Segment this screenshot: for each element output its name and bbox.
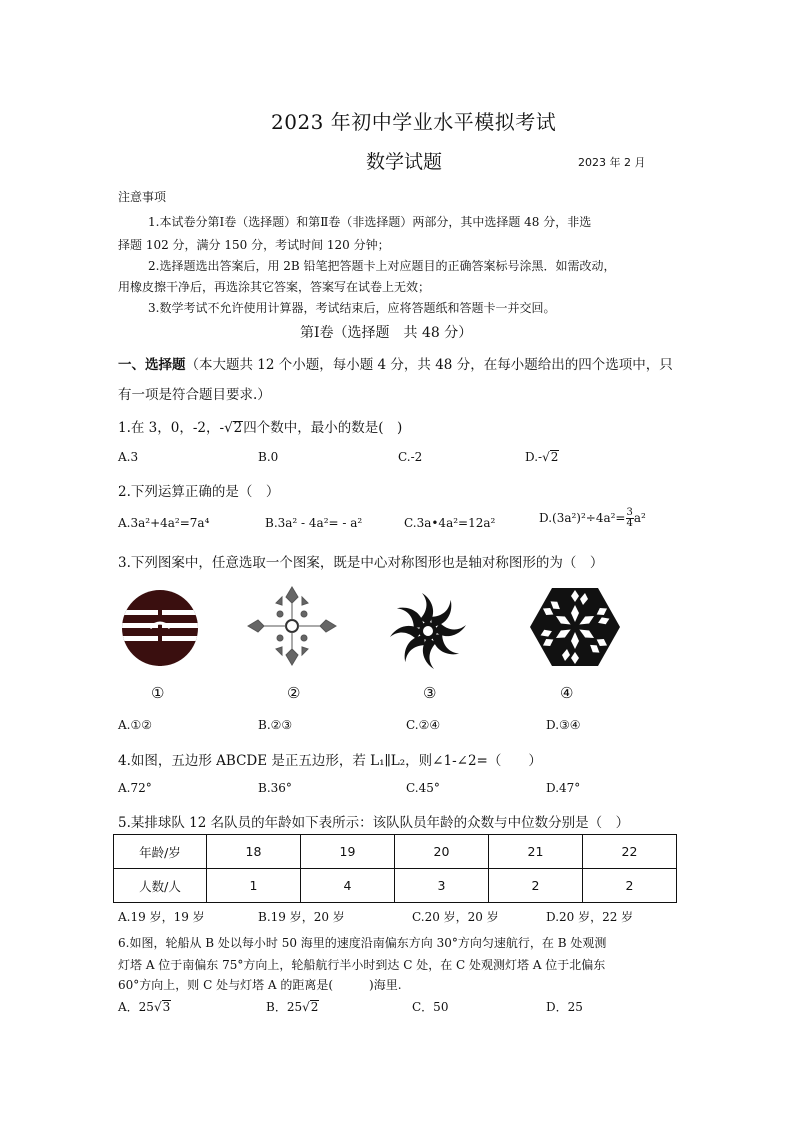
notes-line: 1.本试卷分第Ⅰ卷（选择题）和第Ⅱ卷（非选择题）两部分，其中选择题 48 分，非选: [148, 215, 592, 229]
q2-option-d-tail: a²: [633, 511, 646, 525]
q3-option-d: D.③④: [546, 718, 581, 732]
q2-option-d: [539, 508, 646, 529]
table-cell: 1: [207, 869, 301, 903]
q6-stem-line: 灯塔 A 位于南偏东 75°方向上，轮船航行半小时到达 C 处，在 C 处观测灯塔 A 位于北偏东: [118, 958, 606, 972]
q3-option-c: C.②④: [406, 718, 441, 732]
q1-option-d-text: D.-: [525, 450, 543, 464]
table-row: [114, 835, 677, 869]
q1-stem-part: 1.在 3，0，-2，-: [118, 420, 225, 436]
q2-fraction-den: 4: [626, 518, 633, 529]
q1-sqrt: 2: [233, 420, 243, 436]
q6-stem-line: 60°方向上，则 C 处与灯塔 A 的距离是( )海里.: [118, 978, 402, 992]
notes-heading: 注意事项: [118, 190, 167, 204]
q1-option-b: B.0: [258, 450, 279, 464]
table-cell: 20: [395, 835, 489, 869]
q5-stem: 5.某排球队 12 名队员的年龄如下表所示：该队队员年龄的众数与中位数分别是（ ）: [118, 815, 630, 831]
section-intro-text: （本大题共 12 个小题，每小题 4 分，共 48 分，在每小题给出的四个选项中，只: [185, 357, 673, 373]
figure-3-pinwheel-flower: [385, 590, 471, 672]
table-row: [114, 869, 677, 903]
q3-option-b: B.②③: [258, 718, 293, 732]
q2-fraction: [626, 508, 634, 529]
table-cell: 19: [301, 835, 395, 869]
exam-subtitle: 数学试题: [366, 151, 443, 173]
q2-option-c: C.3a•4a²=12a²: [404, 516, 496, 530]
exam-date: 2023 年 2 月: [578, 156, 646, 169]
table-header-age: 年龄/岁: [114, 835, 207, 869]
q4-option-a: A.72°: [118, 781, 152, 795]
notes-line: 2.选择题选出答案后，用 2B 铅笔把答题卡上对应题目的正确答案标号涂黑．如需改动，: [148, 259, 616, 273]
q1-stem-part: 四个数中，最小的数是( ): [243, 420, 403, 436]
q6-option-b: B．25√2: [266, 1000, 319, 1014]
table-cell: 22: [583, 835, 677, 869]
table-cell: 18: [207, 835, 301, 869]
q2-option-a: A.3a²+4a²=7a⁴: [118, 516, 210, 530]
age-table: [113, 834, 677, 903]
section-intro-line2: 有一项是符合题目要求.）: [118, 387, 271, 403]
section-title: 一、选择题: [118, 357, 186, 373]
figure-label-2: ②: [287, 684, 301, 702]
q2-fraction-num: 3: [626, 507, 633, 518]
q3-stem: 3.下列图案中，任意选取一个图案，既是中心对称图形也是轴对称图形的为（ ）: [118, 555, 604, 571]
table-cell: 3: [395, 869, 489, 903]
q4-stem: 4.如图，五边形 ABCDE 是正五边形，若 L₁∥L₂，则∠1-∠2=（ ）: [118, 753, 542, 769]
part1-heading: 第Ⅰ卷（选择题 共 48 分）: [300, 325, 473, 341]
figure-4-hexagon-snowflake: [530, 586, 620, 668]
q1-option-a: A.3: [118, 450, 139, 464]
q5-option-a: A.19 岁，19 岁: [118, 910, 205, 924]
q5-option-d: D.20 岁，22 岁: [546, 910, 634, 924]
q6-option-a-sqrt: 3: [162, 1000, 171, 1014]
exam-title: 2023 年初中学业水平模拟考试: [271, 110, 557, 134]
q1-stem: 1.在 3，0，-2，-√2四个数中，最小的数是( ): [118, 420, 403, 436]
notes-line: 择题 102 分，满分 150 分，考试时间 120 分钟；: [118, 238, 390, 252]
q6-option-b-sqrt: 2: [310, 1000, 319, 1014]
table-cell: 2: [583, 869, 677, 903]
q6-option-d: D．25: [546, 1000, 583, 1014]
q4-option-c: C.45°: [406, 781, 440, 795]
notes-line: 3.数学考试不允许使用计算器，考试结束后，应将答题纸和答题卡一并交回。: [148, 301, 556, 315]
q2-option-b: B.3a² - 4a²= - a²: [265, 516, 363, 530]
q5-option-b: B.19 岁，20 岁: [258, 910, 345, 924]
notes-line: 用橡皮擦干净后，再选涂其它答案，答案写在试卷上无效；: [118, 280, 431, 294]
q4-option-b: B.36°: [258, 781, 292, 795]
figure-label-4: ④: [560, 684, 574, 702]
q1-option-d-sqrt: 2: [550, 450, 559, 464]
q1-option-d: D.-√2: [525, 450, 559, 464]
table-cell: 2: [489, 869, 583, 903]
q1-option-c: C.-2: [398, 450, 423, 464]
figure-1-banded-circle: [120, 588, 200, 668]
q5-option-c: C.20 岁，20 岁: [412, 910, 499, 924]
q6-option-a: A．25√3: [118, 1000, 171, 1014]
table-cell: 4: [301, 869, 395, 903]
table-header-count: 人数/人: [114, 869, 207, 903]
q3-option-a: A.①②: [118, 718, 152, 732]
q2-option-d-text: D.(3a²)²÷4a²=: [539, 511, 626, 525]
figure-label-3: ③: [423, 684, 437, 702]
q6-option-a-text: A．25: [118, 1000, 154, 1014]
q6-option-b-text: B．25: [266, 1000, 303, 1014]
section-intro: [118, 353, 673, 373]
q6-option-c: C．50: [412, 1000, 449, 1014]
figure-2-floral-cross: [246, 583, 338, 669]
table-cell: 21: [489, 835, 583, 869]
figure-label-1: ①: [151, 684, 165, 702]
q2-stem: 2.下列运算正确的是（ ）: [118, 484, 280, 500]
q4-option-d: D.47°: [546, 781, 581, 795]
q6-stem-line: 6.如图，轮船从 B 处以每小时 50 海里的速度沿南偏东方向 30°方向匀速航行，在 B 处观测: [118, 936, 607, 950]
